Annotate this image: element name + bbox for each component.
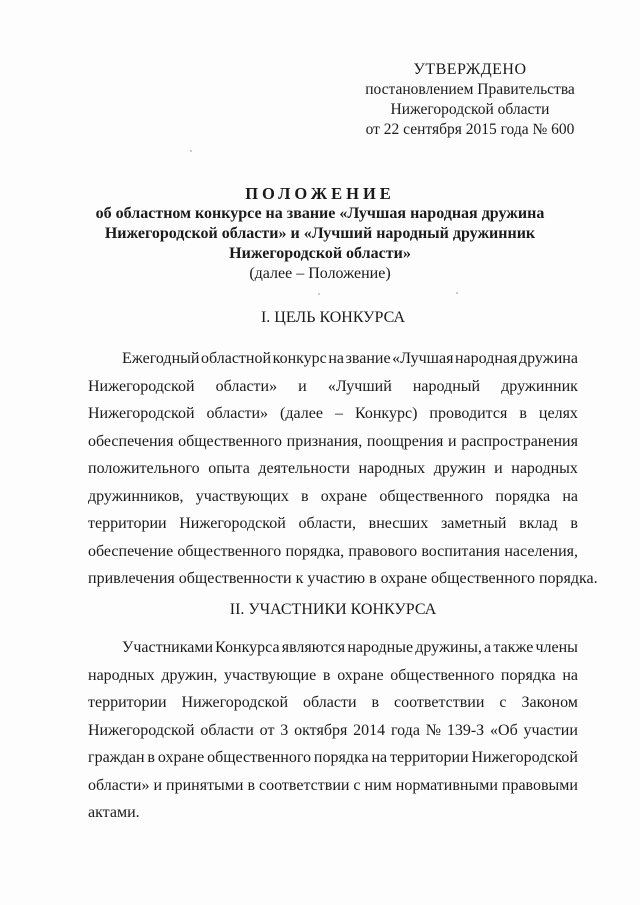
word: от [259, 721, 275, 739]
word: и [494, 460, 503, 477]
word: территории [390, 749, 469, 766]
word: общественного [178, 432, 282, 450]
section-1-heading: I. ЦЕЛЬ КОНКУРСА [260, 309, 406, 326]
word: Нижегородской [88, 377, 195, 395]
word: на [328, 350, 345, 367]
word: принятыми [166, 776, 244, 794]
document-subtitle-line-2: Нижегородской области» и «Лучший народный дружинник [104, 225, 536, 242]
word: соответствии [394, 694, 485, 711]
paragraph-line [88, 400, 578, 428]
word: в [371, 694, 380, 711]
word: общественного [207, 749, 311, 766]
paragraph-line [88, 689, 578, 717]
word: на [562, 487, 578, 505]
word: порядка [500, 666, 556, 684]
word: а [484, 639, 492, 656]
word: дружина [518, 350, 578, 367]
word: дружины, [415, 639, 482, 656]
scan-speck [190, 150, 192, 152]
word: вклад [519, 515, 558, 532]
word: поощрения [366, 432, 444, 450]
word: признания, [286, 432, 363, 450]
word: «Об [490, 721, 518, 739]
word: Нижегородской [471, 749, 578, 766]
word: Нижегородской [181, 694, 289, 711]
word: октября [294, 721, 348, 739]
word: участвующие [224, 666, 317, 684]
word: 2014 [353, 721, 386, 739]
word: звание [345, 350, 391, 367]
word: и [298, 377, 307, 395]
word: обеспечение [88, 542, 174, 560]
word: общественного [177, 542, 282, 560]
word: области» [206, 405, 269, 422]
document-title-note: (далее – Положение) [249, 265, 391, 282]
approval-line-2: Нижегородской области [390, 101, 550, 118]
word: участвующих [195, 487, 289, 505]
word: на [371, 749, 388, 766]
word: Законом [521, 694, 578, 711]
word: в [147, 749, 155, 766]
paragraph-line [88, 634, 578, 662]
word: заметный [440, 515, 507, 532]
word: общественного [379, 487, 484, 505]
word: соответствии [259, 776, 350, 794]
word: области, [298, 515, 356, 532]
section-1-paragraph [88, 345, 598, 593]
word: охране [320, 487, 368, 505]
word: территории [88, 694, 167, 711]
word: общественного [390, 666, 495, 684]
word: области [200, 721, 254, 739]
word: правовыми [501, 776, 578, 794]
paragraph-line [88, 717, 578, 745]
word: Нижегородской [179, 515, 286, 532]
word: народный [412, 377, 481, 395]
word: населения, [504, 542, 578, 560]
word: дружин, [161, 666, 218, 684]
word: области [303, 694, 357, 711]
word: народные [347, 639, 414, 656]
word: № [425, 721, 442, 739]
paragraph-line [88, 373, 578, 401]
word: воспитания [421, 542, 501, 560]
paragraph-line: актами. [88, 804, 140, 821]
word: и [153, 776, 163, 794]
word: в [519, 405, 527, 422]
word: Нижегородской [88, 405, 195, 422]
word: Ежегодный [122, 350, 200, 367]
word: (далее [280, 405, 323, 422]
word: обеспечения [88, 432, 174, 450]
approved-label: УТВЕРЖДЕНО [413, 61, 527, 78]
word: Участниками [122, 639, 214, 656]
word: нормативными [395, 776, 498, 794]
word: области» [88, 776, 150, 794]
word: Нижегородской [88, 721, 195, 739]
word: положительного [88, 460, 200, 477]
word: 3 [280, 721, 289, 739]
word: 139-З [446, 721, 485, 739]
word: члены [535, 639, 578, 656]
document-subtitle-line-3: Нижегородской области» [229, 245, 411, 262]
word: дружин [433, 460, 486, 477]
paragraph-line [88, 662, 578, 690]
paragraph-line [88, 510, 578, 538]
word: в [322, 666, 331, 684]
word: народных [358, 460, 426, 477]
paragraph-line [88, 538, 578, 566]
word: ним [364, 776, 392, 794]
approval-line-1: постановлением Правительства [365, 81, 575, 98]
word: конкурс [272, 350, 327, 367]
word: целях [538, 405, 578, 422]
word: порядка [495, 487, 551, 505]
document-title: ПОЛОЖЕНИЕ [245, 184, 395, 203]
word: правового [348, 542, 418, 560]
word: народных [88, 666, 155, 684]
word: области» [215, 377, 278, 395]
paragraph-line [88, 455, 578, 483]
word: с [499, 694, 507, 711]
approval-stamp [340, 60, 600, 140]
word: дружинник [501, 377, 578, 395]
word: граждан [88, 749, 145, 766]
word: участии [523, 721, 578, 739]
document-subtitle-line-1: об областном конкурсе на звание «Лучшая народная дружина [95, 205, 545, 222]
word: с [353, 776, 361, 794]
section-2-paragraph [88, 634, 578, 827]
paragraph-line [88, 345, 578, 373]
scan-speck [318, 293, 320, 295]
approval-line-3: от 22 сентября 2015 года № 600 [365, 121, 575, 138]
paragraph-line [88, 428, 578, 456]
word: народных [511, 460, 578, 477]
word: распространения [461, 432, 578, 450]
section-2-heading: II. УЧАСТНИКИ КОНКУРСА [229, 601, 437, 618]
word: в [570, 515, 578, 532]
document-title-block [80, 184, 560, 284]
word: народная [454, 350, 518, 367]
word: Конкурс) [354, 405, 418, 422]
word: «Лучшая [392, 350, 454, 367]
word: деятельности [258, 460, 350, 477]
word: территории [88, 515, 167, 532]
word: проводится [429, 405, 508, 422]
word: охране [157, 749, 205, 766]
paragraph-line [88, 772, 578, 800]
word: опыта [208, 460, 250, 477]
word: являются [281, 639, 346, 656]
paragraph-line [88, 744, 578, 772]
word: в [301, 487, 309, 505]
word: «Лучший [327, 377, 392, 395]
word: охране [337, 666, 384, 684]
word: порядка, [285, 542, 345, 560]
word: в [247, 776, 256, 794]
word: порядка [313, 749, 369, 766]
word: на [562, 666, 578, 684]
word: и [448, 432, 457, 450]
word: – [334, 405, 343, 422]
scan-speck [456, 292, 458, 294]
word: также [493, 639, 534, 656]
paragraph-line [88, 483, 578, 511]
paragraph-line: привлечения общественности к участию в охране общественного порядка. [88, 570, 598, 587]
word: дружинников, [88, 487, 184, 505]
word: областной [201, 350, 272, 367]
word: внесших [368, 515, 429, 532]
word: года [390, 721, 420, 739]
word: Конкурса [215, 639, 280, 656]
